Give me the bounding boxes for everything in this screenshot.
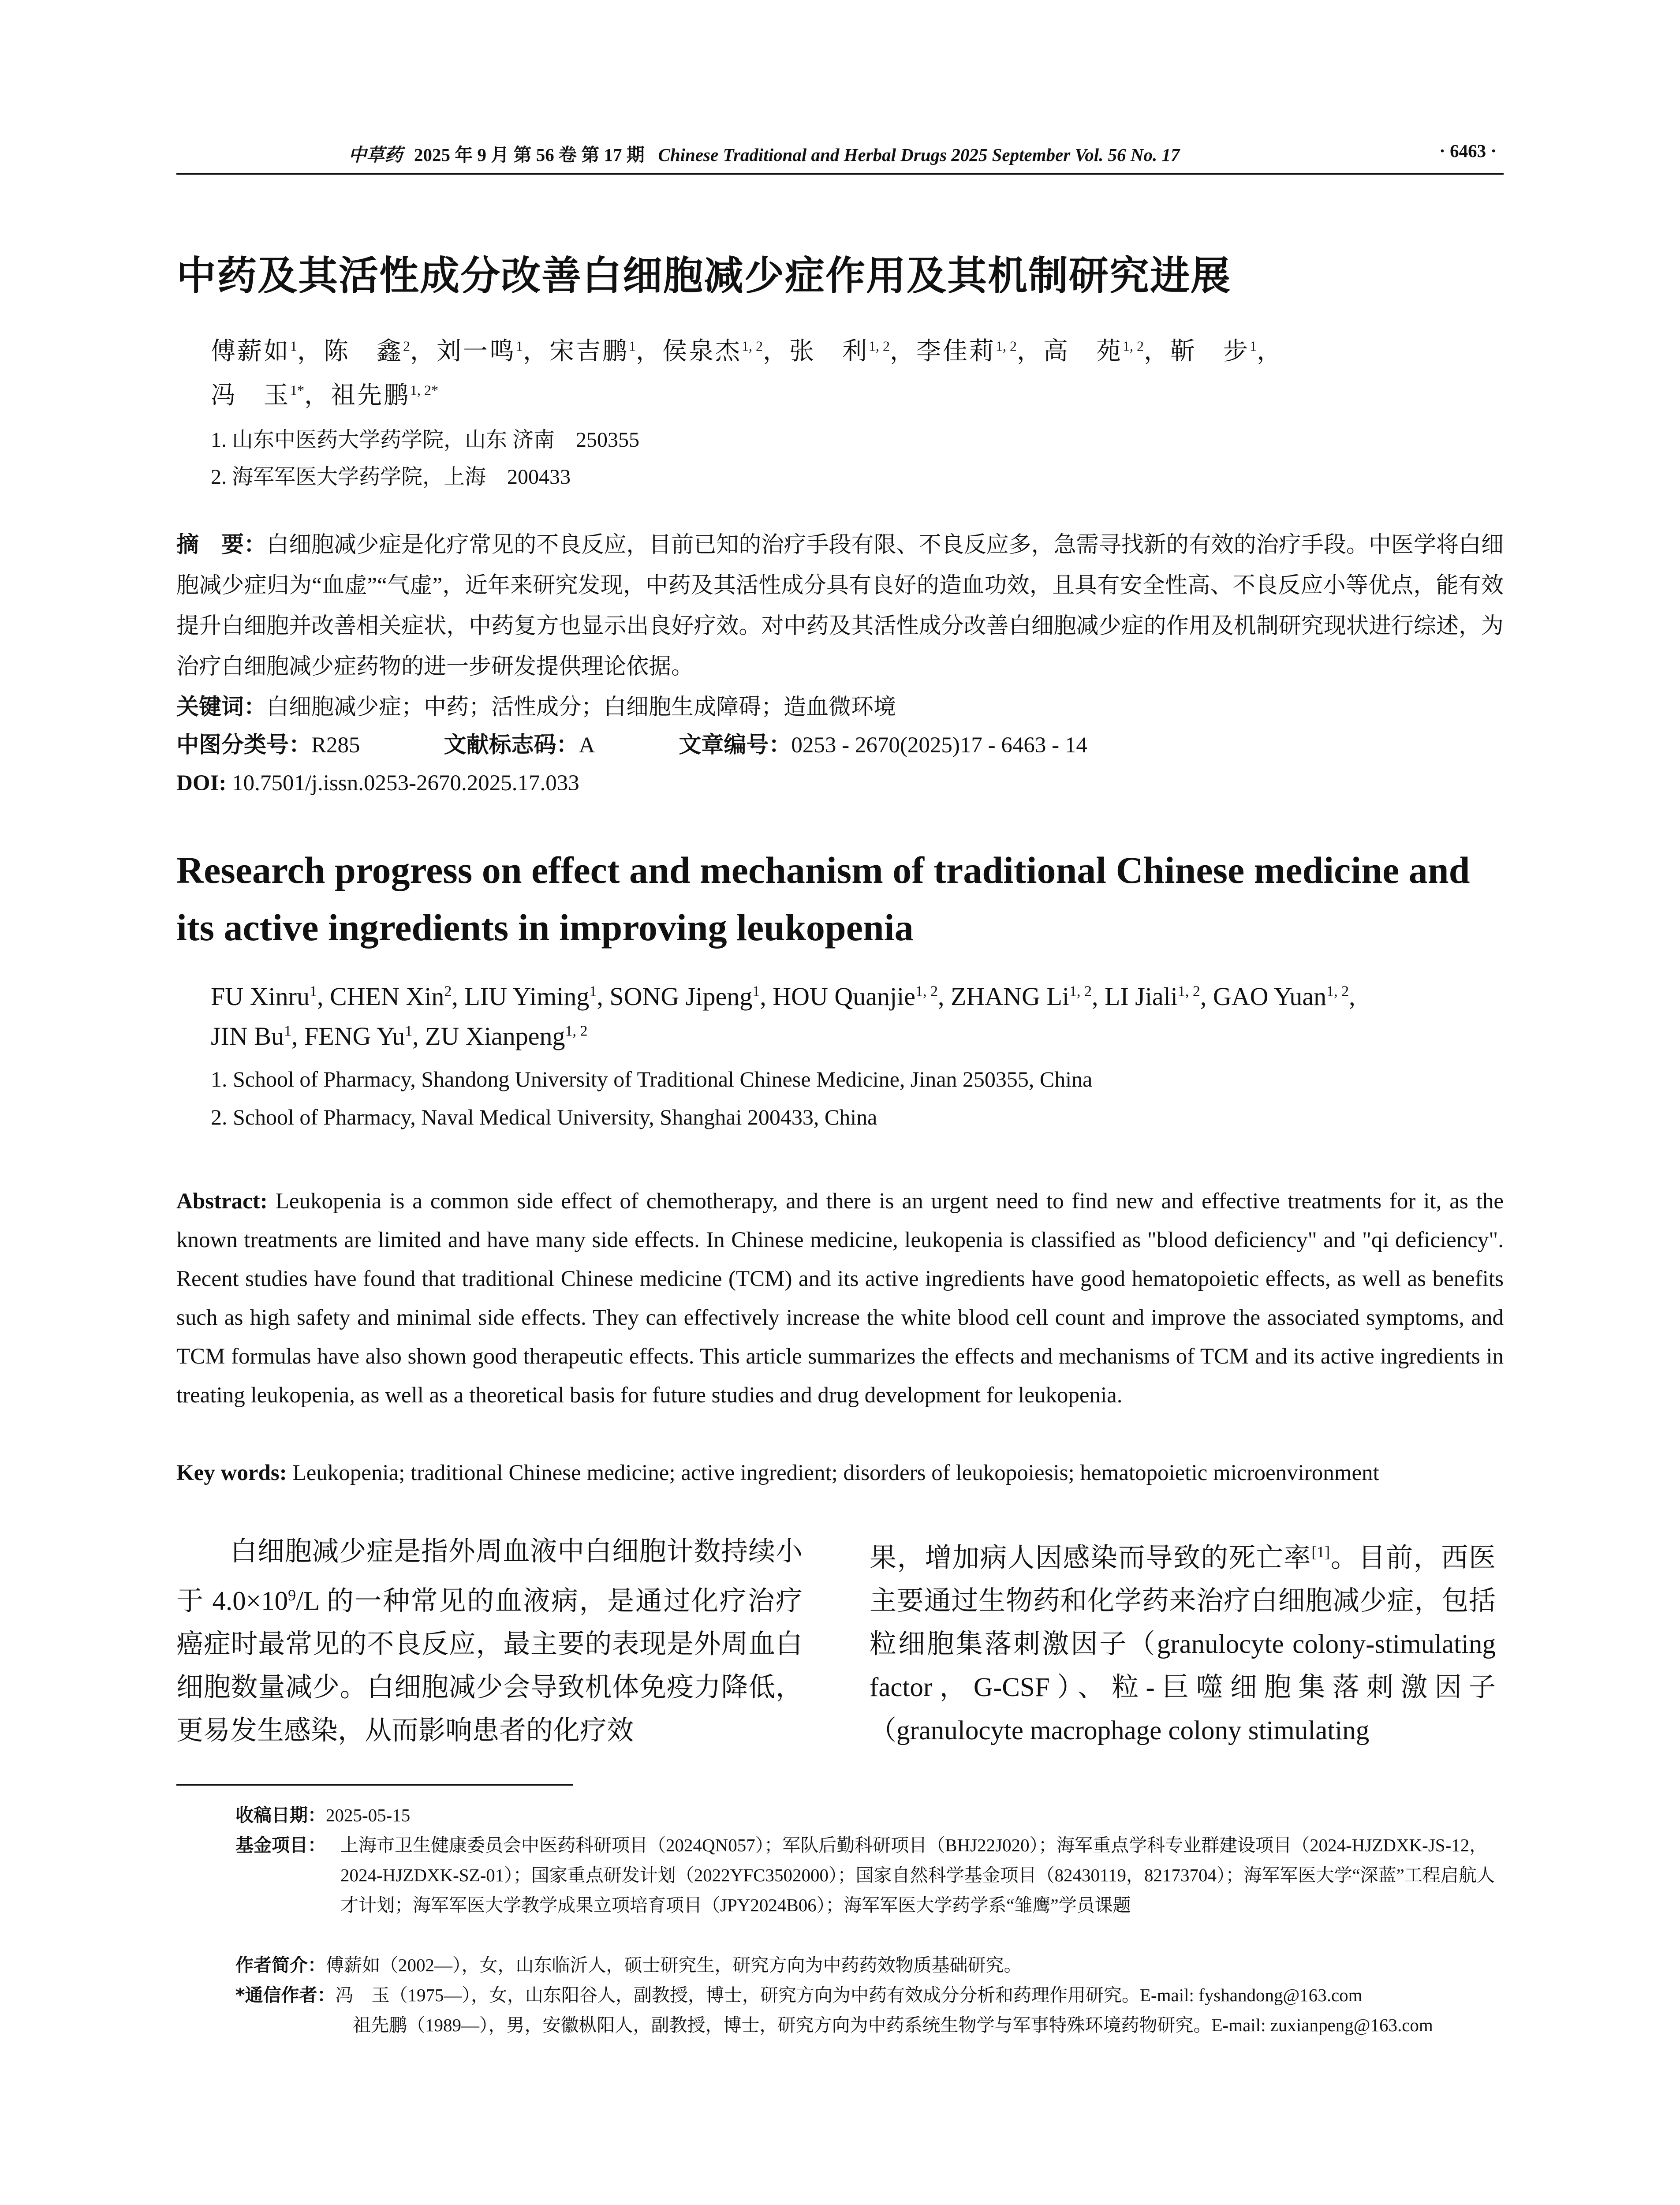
author-en-separator: , [291, 1022, 304, 1050]
reference-citation-1: [1] [1311, 1543, 1330, 1561]
author-en-separator: , [412, 1022, 426, 1050]
keywords-en-text: Leukopenia; traditional Chinese medicine; active ingredient; disorders of leukopoiesis; hematopoietic microenvironment [292, 1461, 1379, 1485]
abstract-en [176, 1182, 1504, 1415]
author-en-separator: , [317, 982, 330, 1011]
classification-line [176, 725, 1504, 766]
author-cn-affiliation-mark: 1* [290, 382, 304, 398]
author-cn-affiliation-mark: 1 [290, 338, 297, 354]
author-cn-name: 侯泉杰 [662, 338, 742, 365]
doc-code-value: A [579, 733, 595, 758]
author-cn-affiliation-mark: 1, 2 [869, 338, 890, 354]
fund-label [235, 1830, 326, 1860]
keywords-cn [176, 687, 1504, 728]
author-en-separator: , [760, 982, 773, 1011]
clc-value: R285 [311, 733, 360, 758]
author-cn-name: 靳 步 [1170, 338, 1250, 365]
clc-label: 中图分类号： [176, 732, 312, 758]
author-cn-affiliation-mark: 1, 2 [1123, 338, 1144, 354]
fund-value: 上海市卫生健康委员会中医药科研项目（2024QN057）；军队后勤科研项目（BHJ22J020）；海军重点学科专业群建设项目（2024-HJZDXK-JS-12，2024-HJZDXK-SZ-01）；国家重点研发计划（2022YFC3502000）；国家自然科学基金项目（82430119，82173704）；海军军医大学“深蓝”工程启航人才计划；海军军医大学教学成果立项培育项目（JPY2024B06）；海军军医大学药学系“雏鹰”学员课题 [340, 1835, 1495, 1915]
author-cn-name: 张 利 [789, 338, 869, 365]
authors-cn-line1 [211, 332, 1283, 367]
body-col1-superscript: 9 [288, 1586, 296, 1604]
author-label: 作者简介： [235, 1955, 326, 1976]
abstract-cn [176, 525, 1504, 687]
author-cn-name: 祖先鹏 [331, 382, 410, 409]
author-en-affiliation-mark: 1 [752, 983, 760, 1000]
author-cn-affiliation-mark: 1 [516, 338, 523, 354]
abstract-cn-text: 白细胞减少症是化疗常见的不良反应，目前已知的治疗手段有限、不良反应多，急需寻找新的有效的治疗手段。中医学将白细胞减少症归为“血虚”“气虚”，近年来研究发现，中药及其活性成分具有良好的造血功效，且具有安全性高、不良反应小等优点，能有效提升白细胞并改善相关症状，中药复方也显示出良好疗效。对中药及其活性成分改善白细胞减少症的作用及机制研究现状进行综述，为治疗白细胞减少症药物的进一步研发提供理论依据。 [176, 533, 1504, 679]
author-cn-affiliation-mark: 1, 2 [996, 338, 1017, 354]
journal-name-en: Chinese Traditional and Herbal Drugs 2025 September Vol. 56 No. 17 [658, 145, 1180, 165]
authors-cn-line2 [211, 376, 438, 411]
author-cn-separator: ， [1017, 338, 1043, 365]
abstract-en-label: Abstract: [176, 1189, 268, 1214]
received-label: 收稿日期： [235, 1805, 326, 1826]
author-en-separator: , [1092, 982, 1105, 1011]
title-cn: 中药及其活性成分改善白细胞减少症作用及其机制研究进展 [176, 253, 1231, 299]
footnote-received [235, 1800, 410, 1830]
authors-en-line1 [211, 982, 1355, 1011]
author-cn-separator: ， [763, 338, 789, 365]
doi-value: 10.7501/j.issn.0253-2670.2025.17.033 [232, 771, 579, 796]
body-col2-text-b: 。目前，西医主要通过生物药和化学药来治疗白细胞减少症，包括粒细胞集落刺激因子（granulocyte colony-stimulating factor，G-CSF）、粒-巨噬细胞集落刺激因子（granulocyte macrophage colony stimulating [870, 1543, 1496, 1746]
corresponding-label: *通信作者： [235, 1984, 336, 2006]
author-value: 傅薪如（2002—），女，山东临沂人，硕士研究生，研究方向为中药药效物质基础研究。 [326, 1955, 1022, 1975]
author-en-name: FENG Yu [304, 1022, 405, 1050]
fund-label-text: 基金项目： [235, 1835, 326, 1856]
article-no-value: 0253 - 2670(2025)17 - 6463 - 14 [791, 733, 1087, 758]
doi-line [176, 763, 1504, 804]
journal-name-cn: 中草药 [348, 144, 403, 165]
issue-info-cn: 2025 年 9 月 第 56 卷 第 17 期 [414, 145, 645, 165]
abstract-cn-label: 摘 要： [176, 532, 267, 558]
article-no-label: 文章编号： [679, 732, 791, 758]
title-en: Research progress on effect and mechanism of traditional Chinese medicine and its active ingredients in improving leukopenia [176, 849, 1470, 949]
author-en-affiliation-mark: 1 [405, 1023, 413, 1039]
author-cn-separator: ， [636, 338, 662, 365]
author-en-name: SONG Jipeng [609, 982, 753, 1011]
author-cn-name: 宋吉鹏 [549, 338, 629, 365]
author-cn-separator: ， [410, 338, 437, 365]
author-en-name: GAO Yuan [1213, 982, 1327, 1011]
author-cn-separator: ， [1144, 338, 1170, 365]
author-en-name: JIN Bu [211, 1022, 284, 1050]
author-en-separator: , [597, 982, 610, 1011]
header-journal-line [348, 140, 1180, 166]
abstract-en-text: Leukopenia is a common side effect of chemotherapy, and there is an urgent need to find new and effective treatments for it, as the known treatments are limited and have many side effects. In Chinese medicine, leukopenia is classified as "blood deficiency" and "qi deficiency". Recent studies have found that traditional Chinese medicine (TCM) and its active ingredients have good hematopoietic effects, as well as benefits such as high safety and minimal side effects. They can effectively increase the white blood cell count and improve the associated symptoms, and TCM formulas have also shown good therapeutic effects. This article summarizes the effects and mechanisms of TCM and its active ingredients in treating leukopenia, as well as a theoretical basis for future studies and drug development for leukopenia. [176, 1189, 1504, 1408]
author-cn-affiliation-mark: 1 [629, 338, 636, 354]
author-en-affiliation-mark: 1 [309, 983, 317, 1000]
keywords-en-label: Key words: [176, 1461, 287, 1485]
author-en-affiliation-mark: 1 [284, 1023, 291, 1039]
body-column-left [176, 1530, 803, 1753]
body-col2-text-a: 果，增加病人因感染而导致的死亡率 [870, 1543, 1312, 1573]
page-number: · 6463 · [1439, 141, 1497, 161]
author-en-name: FU Xinru [211, 982, 310, 1011]
author-en-name: ZHANG Li [950, 982, 1069, 1011]
author-en-affiliation-mark: 1, 2 [1177, 983, 1200, 1000]
author-en-affiliation-mark: 1, 2 [1069, 983, 1092, 1000]
author-cn-separator: ， [304, 382, 331, 409]
author-cn-name: 陈 鑫 [324, 338, 403, 365]
author-cn-affiliation-mark: 1, 2 [742, 338, 763, 354]
author-cn-affiliation-mark: 1, 2* [410, 382, 438, 398]
author-cn-separator: ， [523, 338, 549, 365]
doc-code-label: 文献标志码： [444, 732, 579, 758]
authors-en-line2 [211, 1021, 588, 1051]
author-en-name: LI Jiali [1105, 982, 1178, 1011]
running-header [176, 140, 1504, 167]
affiliation-cn-1: 1. 山东中医药大学药学院，山东 济南 250355 [211, 428, 640, 452]
author-cn-separator: ， [890, 338, 916, 365]
author-cn-name: 高 苑 [1043, 338, 1123, 365]
footnote-author [235, 1950, 1022, 1980]
body-col1-text-b: /L 的一种常见的血液病，是通过化疗治疗癌症时最常见的不良反应，最主要的表现是外周血白细胞数量减少。白细胞减少会导致机体免疫力降低，更易发生感染，从而影响患者的化疗效 [176, 1586, 803, 1746]
author-cn-name: 傅薪如 [211, 338, 290, 365]
author-cn-name: 刘一鸣 [437, 338, 516, 365]
author-en-affiliation-mark: 1, 2 [1326, 983, 1349, 1000]
footnote-corresponding-2: 祖先鹏（1989—），男，安徽枞阳人，副教授，博士，研究方向为中药系统生物学与军事特殊环境药物研究。E-mail: zuxianpeng@163.com [353, 2015, 1433, 2035]
keywords-cn-label: 关键词： [176, 694, 267, 720]
author-en-separator: , [452, 982, 465, 1011]
author-en-name: ZU Xianpeng [425, 1022, 565, 1050]
author-en-affiliation-mark: 1, 2 [565, 1023, 588, 1039]
author-cn-affiliation-mark: 2 [403, 338, 410, 354]
affiliation-en-1: 1. School of Pharmacy, Shandong University of Traditional Chinese Medicine, Jinan 250355, China [211, 1067, 1093, 1091]
author-en-separator: , [1349, 982, 1355, 1011]
author-en-name: HOU Quanjie [773, 982, 915, 1011]
author-en-name: CHEN Xin [329, 982, 444, 1011]
author-cn-name: 冯 玉 [211, 382, 290, 409]
author-cn-separator: ， [297, 338, 324, 365]
body-col1-text-a: 白细胞减少症是指外周血液中白细胞计数持续小于 4.0×10 [176, 1537, 803, 1616]
doi-label: DOI: [176, 771, 227, 796]
author-en-separator: , [937, 982, 951, 1011]
received-value: 2025-05-15 [326, 1805, 411, 1825]
keywords-en [176, 1454, 1504, 1492]
author-en-affiliation-mark: 2 [444, 983, 452, 1000]
author-cn-name: 李佳莉 [916, 338, 996, 365]
footnote-corresponding [235, 1980, 1363, 2010]
footnote-rule [176, 1784, 573, 1786]
author-en-separator: , [1200, 982, 1213, 1011]
body-column-right [870, 1530, 1496, 1753]
author-en-affiliation-mark: 1, 2 [915, 983, 938, 1000]
corresponding-value-1: 冯 玉（1975—），女，山东阳谷人，副教授，博士，研究方向为中药有效成分分析和药理作用研究。E-mail: fyshandong@163.com [335, 1985, 1363, 2005]
affiliation-cn-2: 2. 海军军医大学药学院，上海 200433 [211, 465, 571, 489]
header-rule [176, 173, 1504, 175]
affiliation-en-2: 2. School of Pharmacy, Naval Medical University, Shanghai 200433, China [211, 1105, 877, 1129]
keywords-cn-text: 白细胞减少症；中药；活性成分；白细胞生成障碍；造血微环境 [266, 695, 896, 720]
author-en-affiliation-mark: 1 [589, 983, 597, 1000]
author-cn-separator: ， [1257, 338, 1283, 365]
author-cn-affiliation-mark: 1 [1250, 338, 1257, 354]
author-en-name: LIU Yiming [464, 982, 590, 1011]
